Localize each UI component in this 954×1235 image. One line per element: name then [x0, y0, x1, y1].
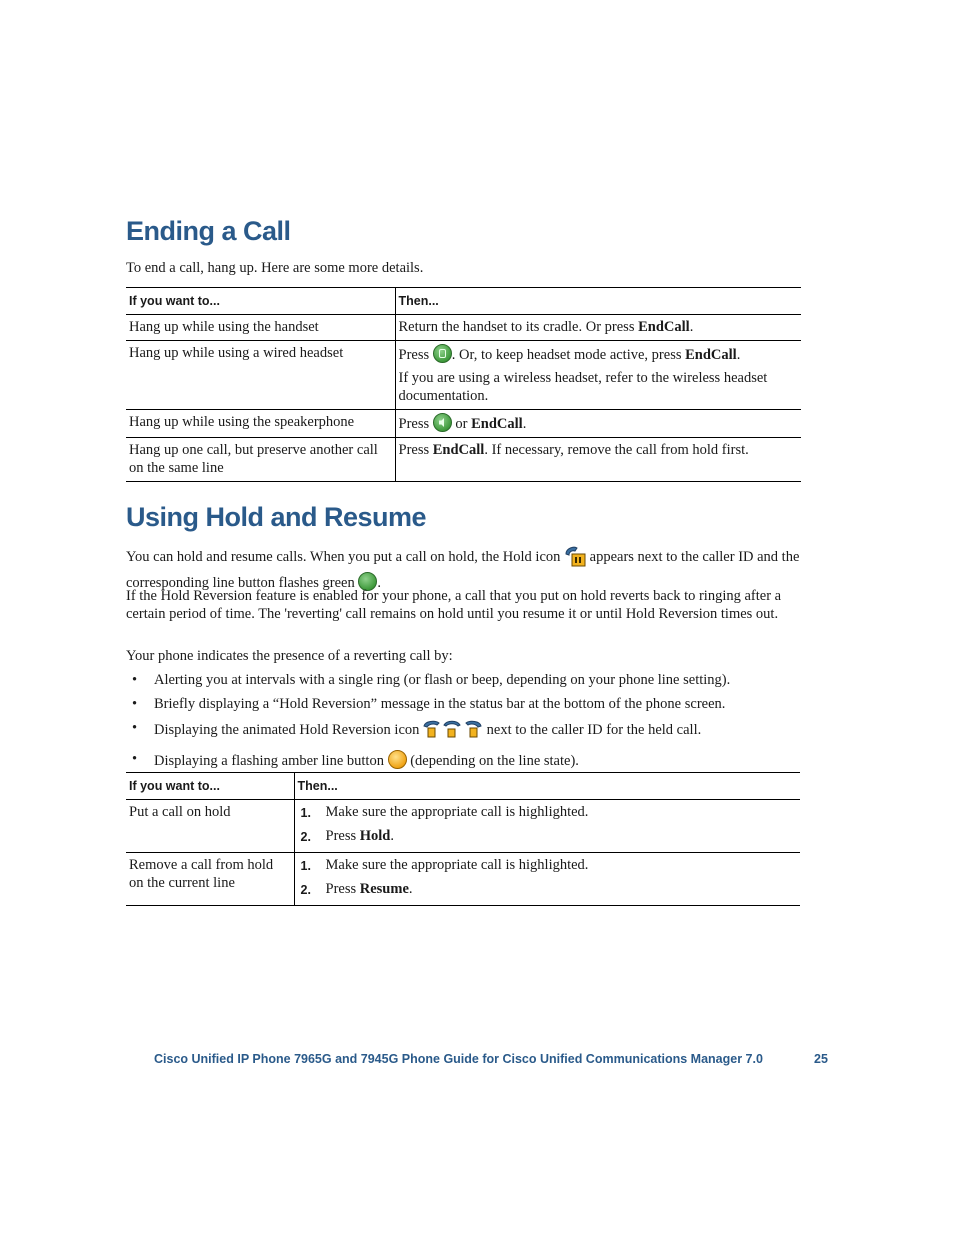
hold-reversion-icon: [423, 719, 483, 744]
table-row: [126, 438, 801, 482]
row-want: Hang up while using the speakerphone: [126, 410, 395, 438]
table-row: [126, 410, 801, 438]
row-want: Remove a call from hold on the current line: [126, 853, 294, 906]
footer-guide-title: Cisco Unified IP Phone 7965G and 7945G Phone Guide for Cisco Unified Communications Manager 7.0: [154, 1052, 763, 1066]
hold-para-3: Your phone indicates the presence of a reverting call by:: [126, 648, 453, 664]
row-then: 1. Make sure the appropriate call is highlighted. 2. Press Hold.: [294, 800, 800, 853]
table-header: [126, 773, 800, 800]
header-want: If you want to...: [126, 288, 395, 315]
section-title-hold-resume: Using Hold and Resume: [126, 502, 427, 532]
header-then: Then...: [294, 773, 800, 800]
hold-para-2: If the Hold Reversion feature is enabled for your phone, a call that you put on hold reverts back to ringing after a certain period of time. The 'reverting' call remains on hold until you resume it or until Hold Reversion times out.: [126, 588, 782, 622]
headset-button-icon: [433, 344, 452, 363]
hold-icon: [564, 545, 586, 572]
hold-resume-table: [126, 772, 800, 906]
row-then: 1. Make sure the appropriate call is highlighted. 2. Press Resume.: [294, 853, 800, 906]
speaker-button-icon: [433, 413, 452, 432]
ending-intro: To end a call, hang up. Here are some more details.: [126, 260, 424, 276]
row-want: Hang up while using the handset: [126, 315, 395, 341]
table-row: [126, 341, 801, 410]
table-header: [126, 288, 801, 315]
list-item: • Alerting you at intervals with a single ring (or flash or beep, depending on your phone line setting).: [126, 671, 816, 689]
row-then: Return the handset to its cradle. Or press EndCall.: [395, 315, 801, 341]
amber-line-button-icon: [388, 750, 407, 769]
list-item: • Displaying the animated Hold Reversion icon next to the caller ID for the held call.: [126, 719, 816, 744]
table-row: [126, 800, 800, 853]
header-then: Then...: [395, 288, 801, 315]
row-want: Hang up one call, but preserve another call on the same line: [126, 438, 395, 482]
row-then: Press EndCall. If necessary, remove the call from hold first.: [395, 438, 801, 482]
row-want: Hang up while using a wired headset: [126, 341, 395, 410]
table-row: [126, 315, 801, 341]
table-row: [126, 853, 800, 906]
header-want: If you want to...: [126, 773, 294, 800]
list-item: • Displaying a flashing amber line button (depending on the line state).: [126, 750, 816, 770]
row-then: Press or EndCall.: [395, 410, 801, 438]
list-item: • Briefly displaying a “Hold Reversion” message in the status bar at the bottom of the phone screen.: [126, 695, 816, 713]
page-number: 25: [814, 1052, 828, 1066]
row-then: Press . Or, to keep headset mode active, press EndCall. If you are using a wireless headset, refer to the wireless headset documentation.: [395, 341, 801, 410]
hold-para-1: You can hold and resume calls. When you put a call on hold, the Hold icon appears next to the caller ID and the corresponding line button flashes green .: [126, 545, 801, 592]
section-title-ending-call: Ending a Call: [126, 216, 291, 246]
reverting-call-list: [126, 671, 816, 776]
row-want: Put a call on hold: [126, 800, 294, 853]
ending-call-table: [126, 287, 801, 482]
